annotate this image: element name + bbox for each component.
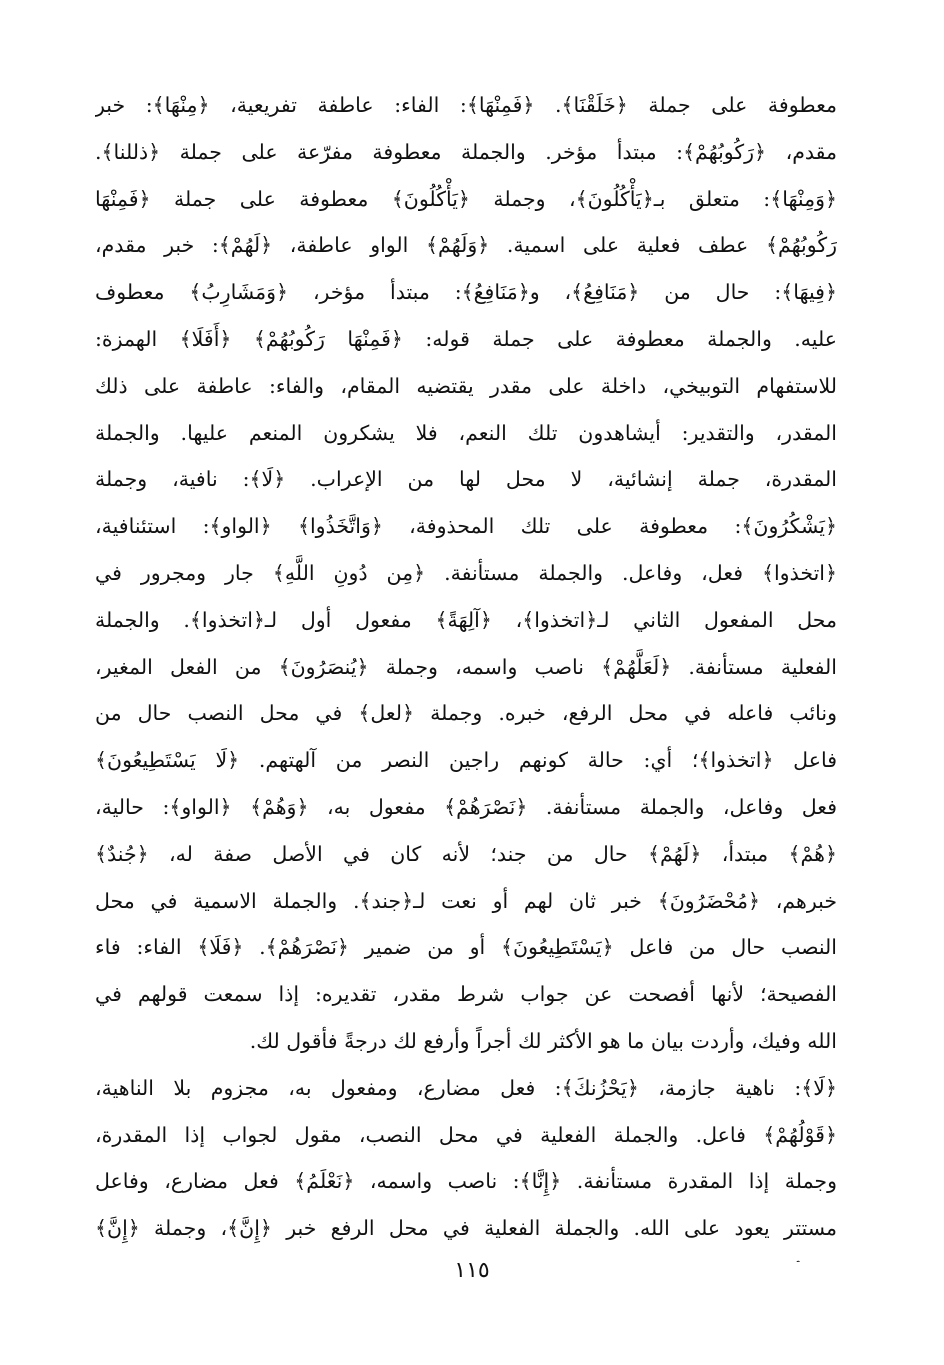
text-line: مستتر يعود على الله. والجملة الفعلية في محل الرفع خبر ﴿إِنَّ﴾، وجملة ﴿إِنَّ﴾	[95, 1216, 837, 1241]
text-line: وجملة إذا المقدرة مستأنفة. ﴿إِنَّا﴾: ناصب واسمه، ﴿نَعْلَمُ﴾ فعل مضارع، وفاعل	[95, 1169, 837, 1194]
text-line: ﴿يَشْكُرُونَ﴾: معطوفة على تلك المحذوفة، ﴿وَاتَّخَذُوا﴾ ﴿الواو﴾: استئنافية،	[95, 514, 837, 539]
text-line: خبرهم، ﴿مُحْضَرُونَ﴾ خبر ثان لهم أو نعت لـ﴿جند﴾. والجملة الاسمية في محل	[95, 888, 837, 913]
text-line: ﴿لَا﴾: ناهية جازمة، ﴿يَحْزُنكَ﴾: فعل مضارع، ومفعول به، مجزوم بلا الناهية،	[95, 1075, 837, 1100]
text-line: مقدم، ﴿رَكُوبُهُمْ﴾: مبتدأ مؤخر. والجملة معطوفة مفرّعة على جملة ﴿ذللنا﴾.	[95, 139, 837, 164]
text-line: محل المفعول الثاني لـ﴿اتخذوا﴾، ﴿آلِهَةً﴾ مفعول أول لـ﴿اتخذوا﴾. والجملة	[95, 607, 837, 632]
text-line: الفصيحة؛ لأنها أفصحت عن جواب شرط مقدر، تقديره: إذا سمعت قولهم في	[95, 982, 837, 1007]
page-number: ١١٥	[454, 1258, 490, 1283]
text-line: فاعل ﴿اتخذوا﴾؛ أي: حالة كونهم راجين النصر من آلهتهم. ﴿لَا يَسْتَطِيعُونَ﴾	[95, 748, 837, 773]
text-line: ﴿هُمْ﴾ مبتدأ، ﴿لَهُمْ﴾ حال من جند؛ لأنه كان في الأصل صفة له، ﴿جُندٌ﴾	[95, 841, 837, 866]
text-line: النصب حال من فاعل ﴿يَسْتَطِيعُونَ﴾ أو من ضمير ﴿نَصْرَهُمْ﴾. ﴿فَلَا﴾ الفاء: فاء	[95, 935, 837, 960]
text-line: فعل وفاعل، والجملة مستأنفة. ﴿نَصْرَهُمْ﴾ مفعول به، ﴿وَهُمْ﴾ ﴿الواو﴾: حالية،	[95, 794, 837, 819]
text-line: ﴿اتخذوا﴾ فعل، وفاعل. والجملة مستأنفة. ﴿مِن دُونِ اللَّهِ﴾ جار ومجرور في	[95, 560, 837, 585]
text-line: المقدر، والتقدير: أيشاهدون تلك النعم، فلا يشكرون المنعم عليها. والجملة	[95, 420, 837, 445]
text-line: الله وفيك، وأردت بيان ما هو الأكثر لك أجراً وأرفع لك درجةً فأقول لك.	[249, 1028, 837, 1053]
text-line: الفعلية مستأنفة. ﴿لَعَلَّهُمْ﴾ ناصب واسمه، وجملة ﴿يُنصَرُونَ﴾ من الفعل المغير،	[95, 654, 837, 679]
text-line: ﴿فِيهَا﴾: حال من ﴿مَنَافِعُ﴾، و﴿مَنَافِعُ﴾: مبتدأ مؤخر، ﴿وَمَشَارِبُ﴾ معطوف	[95, 280, 837, 305]
text-line: ﴿قَوْلُهُمْ﴾ فاعل. والجملة الفعلية في محل النصب، مقول لجواب إذا المقدرة،	[95, 1122, 837, 1147]
page-body	[95, 82, 837, 1262]
text-line: عليه. والجملة معطوفة على جملة قوله: ﴿فَمِنْهَا رَكُوبُهُمْ﴾ ﴿أَفَلَا﴾ الهمزة:	[95, 326, 837, 351]
text-line: للاستفهام التوبيخي، داخلة على مقدر يقتضيه المقام، والفاء: عاطفة على ذلك	[95, 373, 837, 398]
text-line: معطوفة على جملة ﴿خَلَقْنَا﴾. ﴿فَمِنْهَا﴾: الفاء: عاطفة تفريعية، ﴿مِنْهَا﴾: خبر	[95, 93, 837, 117]
text-line: ونائب فاعله في محل الرفع، خبره. وجملة ﴿لعل﴾ في محل النصب حال من	[95, 701, 837, 726]
text-line: المقدرة، جملة إنشائية، لا محل لها من الإعراب. ﴿لَا﴾: نافية، وجملة	[95, 467, 837, 492]
text-line: رَكُوبُهُمْ﴾ عطف فعلية على اسمية. ﴿وَلَهُمْ﴾ الواو عاطفة، ﴿لَهُمْ﴾: خبر مقدم،	[95, 233, 837, 258]
text-line: ﴿وَمِنْهَا﴾: متعلق بـ﴿يَأْكُلُونَ﴾، وجملة ﴿يَأْكُلُونَ﴾ معطوفة على جملة ﴿فَمِنْهَا	[95, 186, 837, 211]
